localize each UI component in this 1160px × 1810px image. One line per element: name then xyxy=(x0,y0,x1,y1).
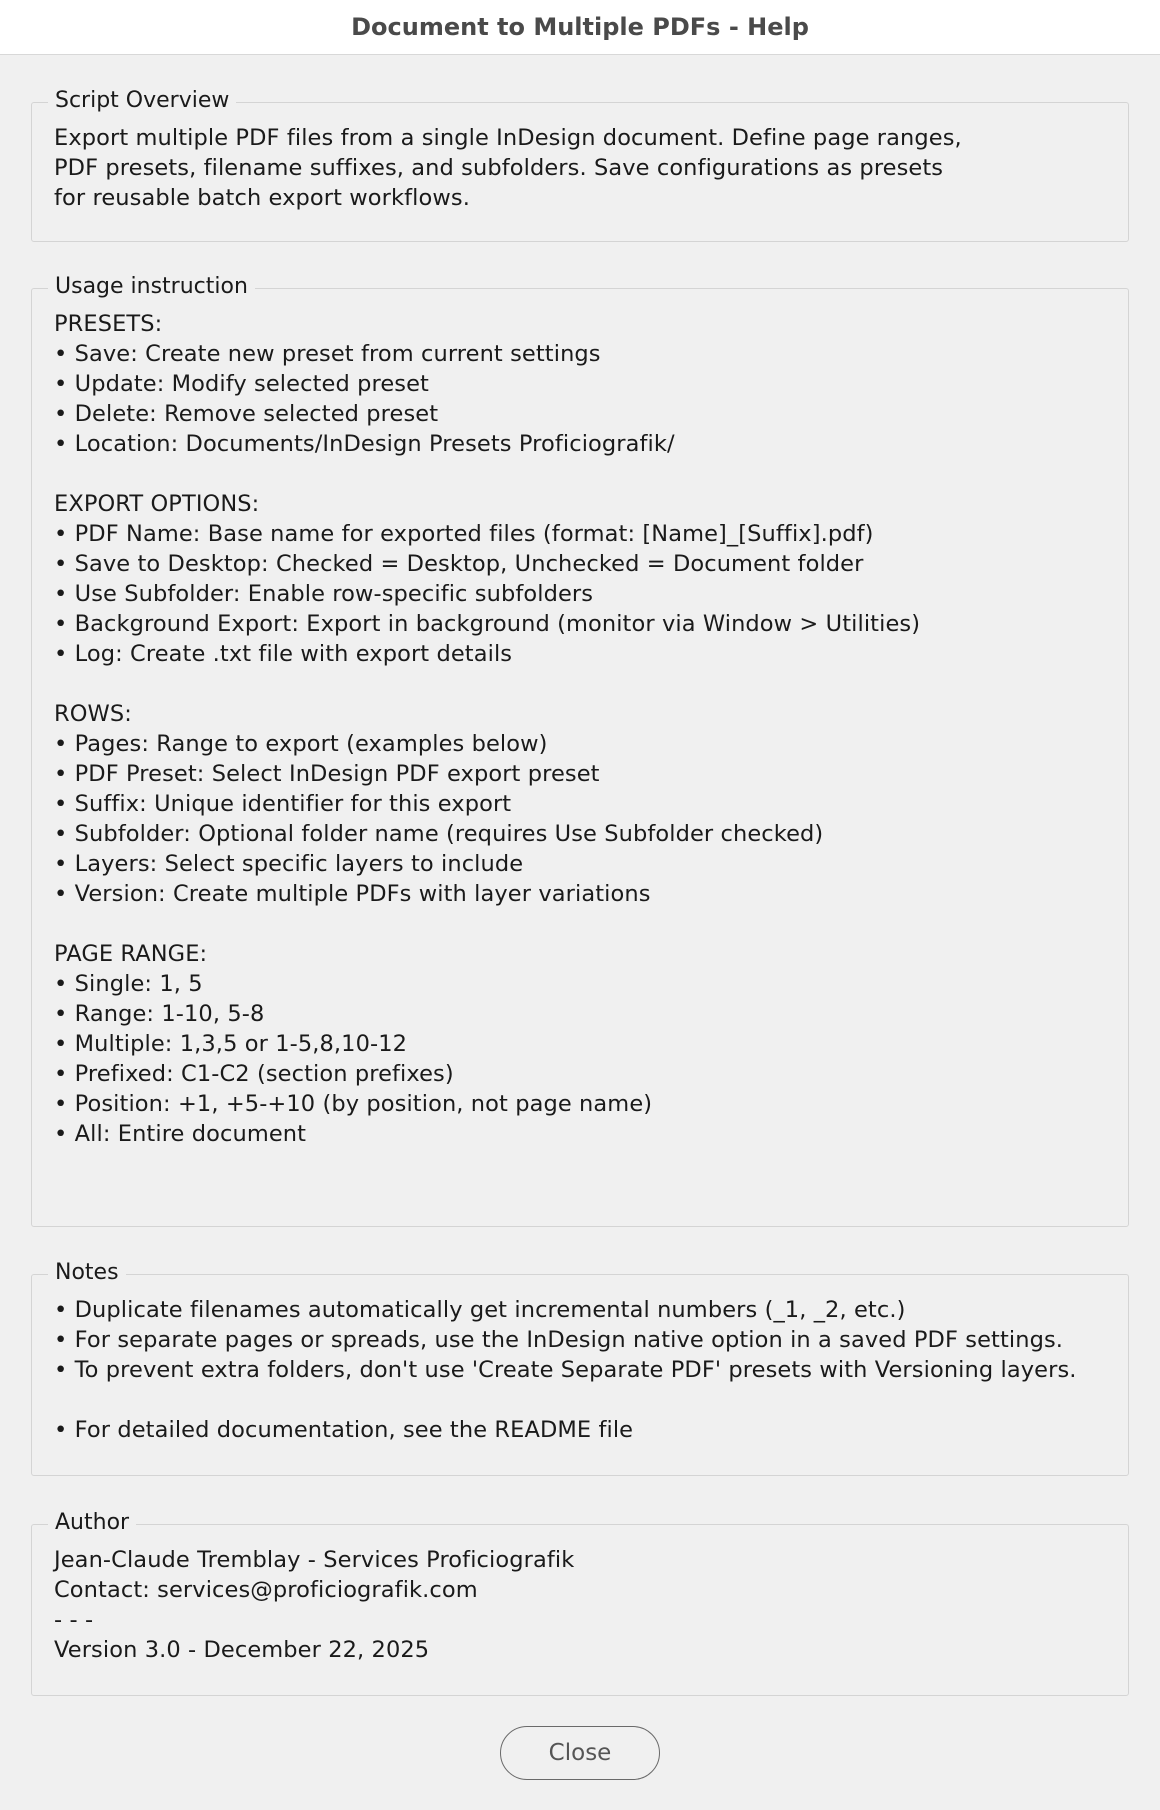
usage-instruction-panel xyxy=(31,274,1129,1227)
usage-instruction-label: Usage instruction xyxy=(48,272,255,302)
script-overview-label: Script Overview xyxy=(48,86,236,116)
window-title: Document to Multiple PDFs - Help xyxy=(351,13,809,41)
author-label: Author xyxy=(48,1508,136,1538)
notes-text: • Duplicate filenames automatically get incremental numbers (_1, _2, etc.) • For separate pages or spreads, use the InDesign native option in a saved PDF settings. • To prevent extra folders, don't use 'Create Separate PDF' presets with Versioning layers. • For detailed documentation, see the README file xyxy=(54,1297,1077,1443)
script-overview-panel xyxy=(31,88,1129,242)
notes-label: Notes xyxy=(48,1258,126,1288)
notes-panel xyxy=(31,1260,1129,1476)
title-bar[interactable] xyxy=(0,0,1160,55)
usage-instruction-text: PRESETS: • Save: Create new preset from current settings • Update: Modify selected preset • Delete: Remove selected preset • Location: Documents/InDesign Presets Proficiografik/ EXPORT OPTIONS: • PDF Name: Base name for exported files (format: [Name]_[Suffix].pdf) • Save to Desktop: Checked = Desktop, Unchecked = Document folder • Use Subfolder: Enable row-specific subfolders • Background Export: Export in background (monitor via Window > Utilities) • Log: Create .txt file with export details ROWS: • Pages: Range to export (examples below) • PDF Preset: Select InDesign PDF export preset • Suffix: Unique identifier for this export • Subfolder: Optional folder name (requires Use Subfolder checked) • Layers: Select specific layers to include • Version: Create multiple PDFs with layer variations PAGE RANGE: • Single: 1, 5 • Range: 1-10, 5-8 • Multiple: 1,3,5 or 1-5,8,10-12 • Prefixed: C1-C2 (section prefixes) • Position: +1, +5-+10 (by position, not page name) • All: Entire document xyxy=(54,311,921,1147)
author-text: Jean-Claude Tremblay - Services Proficiografik Contact: services@proficiografik.com - - - Version 3.0 - December 22, 2025 xyxy=(54,1547,575,1663)
script-overview-text: Export multiple PDF files from a single InDesign document. Define page ranges, PDF presets, filename suffixes, and subfolders. Save configurations as presets for reusable batch export workflows. xyxy=(54,125,962,211)
close-button[interactable]: Close xyxy=(500,1726,660,1780)
author-panel xyxy=(31,1510,1129,1696)
